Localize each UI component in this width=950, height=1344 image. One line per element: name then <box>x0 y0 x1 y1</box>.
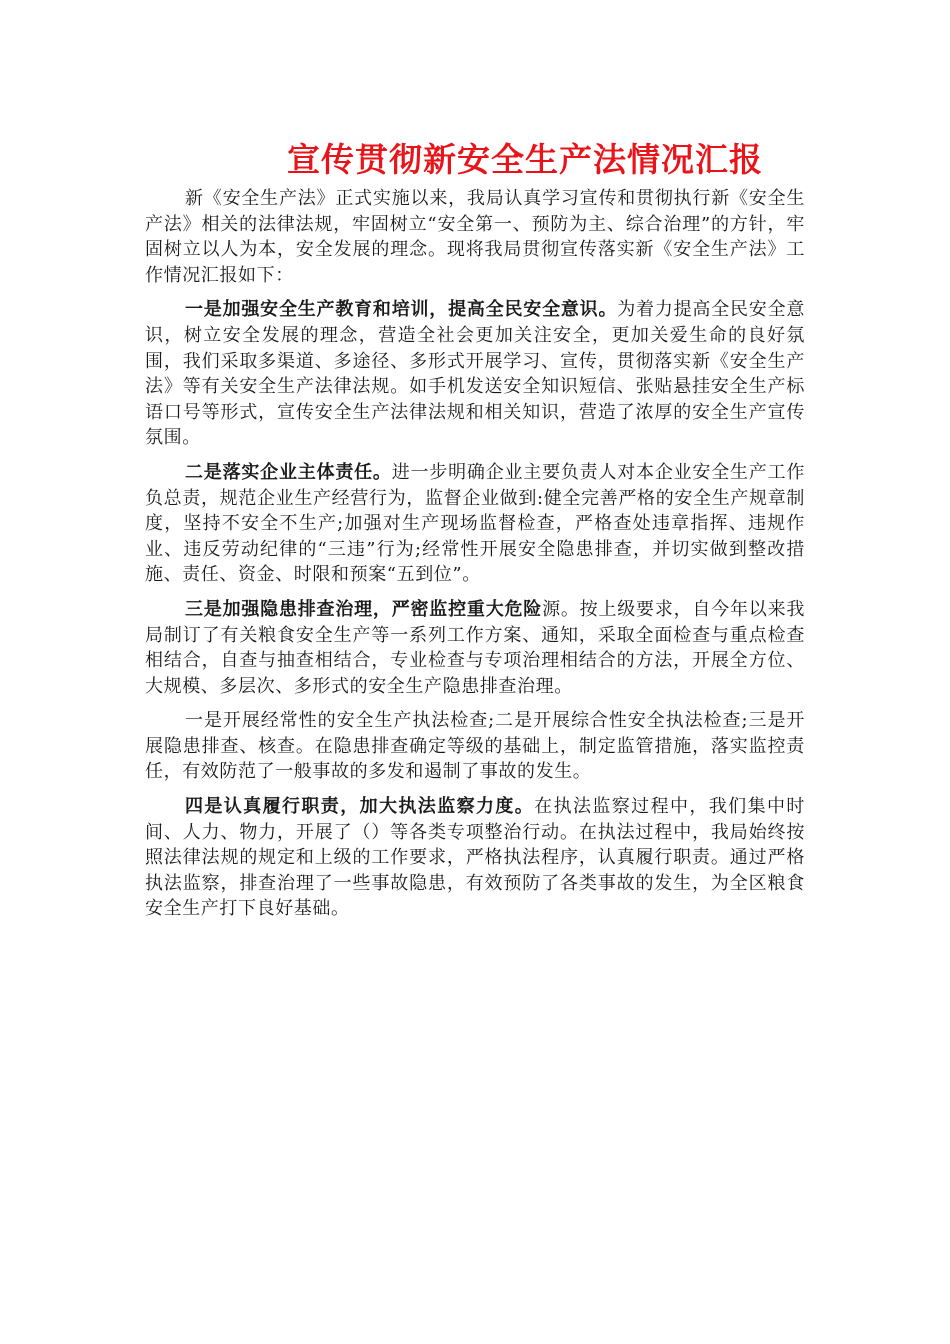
paragraph-lead: 三是加强隐患排查治理，严密监控重大危险 <box>185 598 543 620</box>
paragraph-intro <box>145 186 805 288</box>
paragraph-lead: 一是加强安全生产教育和培训，提高全民安全意识。 <box>185 299 618 321</box>
document-body <box>145 186 805 931</box>
document-title-text: 宣传贯彻新安全生产法情况汇报 <box>287 140 763 179</box>
paragraph-point-two <box>145 460 805 588</box>
paragraph-text: 新《安全生产法》正式实施以来，我局认真学习宣传和贯彻执行新《安全生产法》相关的法律法规，牢固树立“安全第一、预防为主、综合治理”的方针，牢固树立以人为本，安全发展的理念。现将我局贯彻宣传落实新《安全生产法》工作情况汇报如下： <box>145 188 805 286</box>
paragraph-lead: 四是认真履行职责，加大执法监察力度。 <box>185 796 535 818</box>
paragraph-text: 进一步明确企业主要负责人对本企业安全生产工作负总责，规范企业生产经营行为，监督企业做到:健全完善严格的安全生产规章制度，坚持不安全不生产;加强对生产现场监督检查，严格查处违章指挥、违规作业、违反劳动纪律的“三违”行为;经常性开展安全隐患排查，并切实做到整改措施、责任、资金、时限和预案“五到位”。 <box>145 461 805 586</box>
paragraph-text: 为着力提高全民安全意识，树立安全发展的理念，营造全社会更加关注安全，更加关爱生命的良好氛围，我们采取多渠道、多途径、多形式开展学习、宣传，贯彻落实新《安全生产法》等有关安全生产法律法规。如手机发送安全知识短信、张贴悬挂安全生产标语口号等形式，宣传安全生产法律法规和相关知识，营造了浓厚的安全生产宣传氛围。 <box>145 299 805 449</box>
paragraph-text: 一是开展经常性的安全生产执法检查;二是开展综合性安全执法检查;三是开展隐患排查、核查。在隐患排查确定等级的基础上，制定监管措施，落实监控责任，有效防范了一般事故的多发和遏制了事故的发生。 <box>145 710 805 783</box>
paragraph-lead: 二是落实企业主体责任。 <box>185 461 392 483</box>
paragraph-point-three <box>145 597 805 699</box>
paragraph-text: 在执法监察过程中，我们集中时间、人力、物力，开展了（）等各类专项整治行动。在执法过程中，我局始终按照法律法规的规定和上级的工作要求，严格执法程序，认真履行职责。通过严格执法监察，排查治理了一些事故隐患，有效预防了各类事故的发生，为全区粮食安全生产打下良好基础。 <box>145 796 805 920</box>
paragraph-point-four <box>145 794 805 922</box>
paragraph-text: 源。按上级要求，自今年以来我局制订了有关粮食安全生产等一系列工作方案、通知，采取全面检查与重点检查相结合，自查与抽查相结合，专业检查与专项治理相结合的方法，开展全方位、大规模、多层次、多形式的安全生产隐患排查治理。 <box>145 598 805 697</box>
paragraph-point-three-detail <box>145 708 805 785</box>
document-title <box>145 136 805 184</box>
paragraph-point-one <box>145 297 805 451</box>
